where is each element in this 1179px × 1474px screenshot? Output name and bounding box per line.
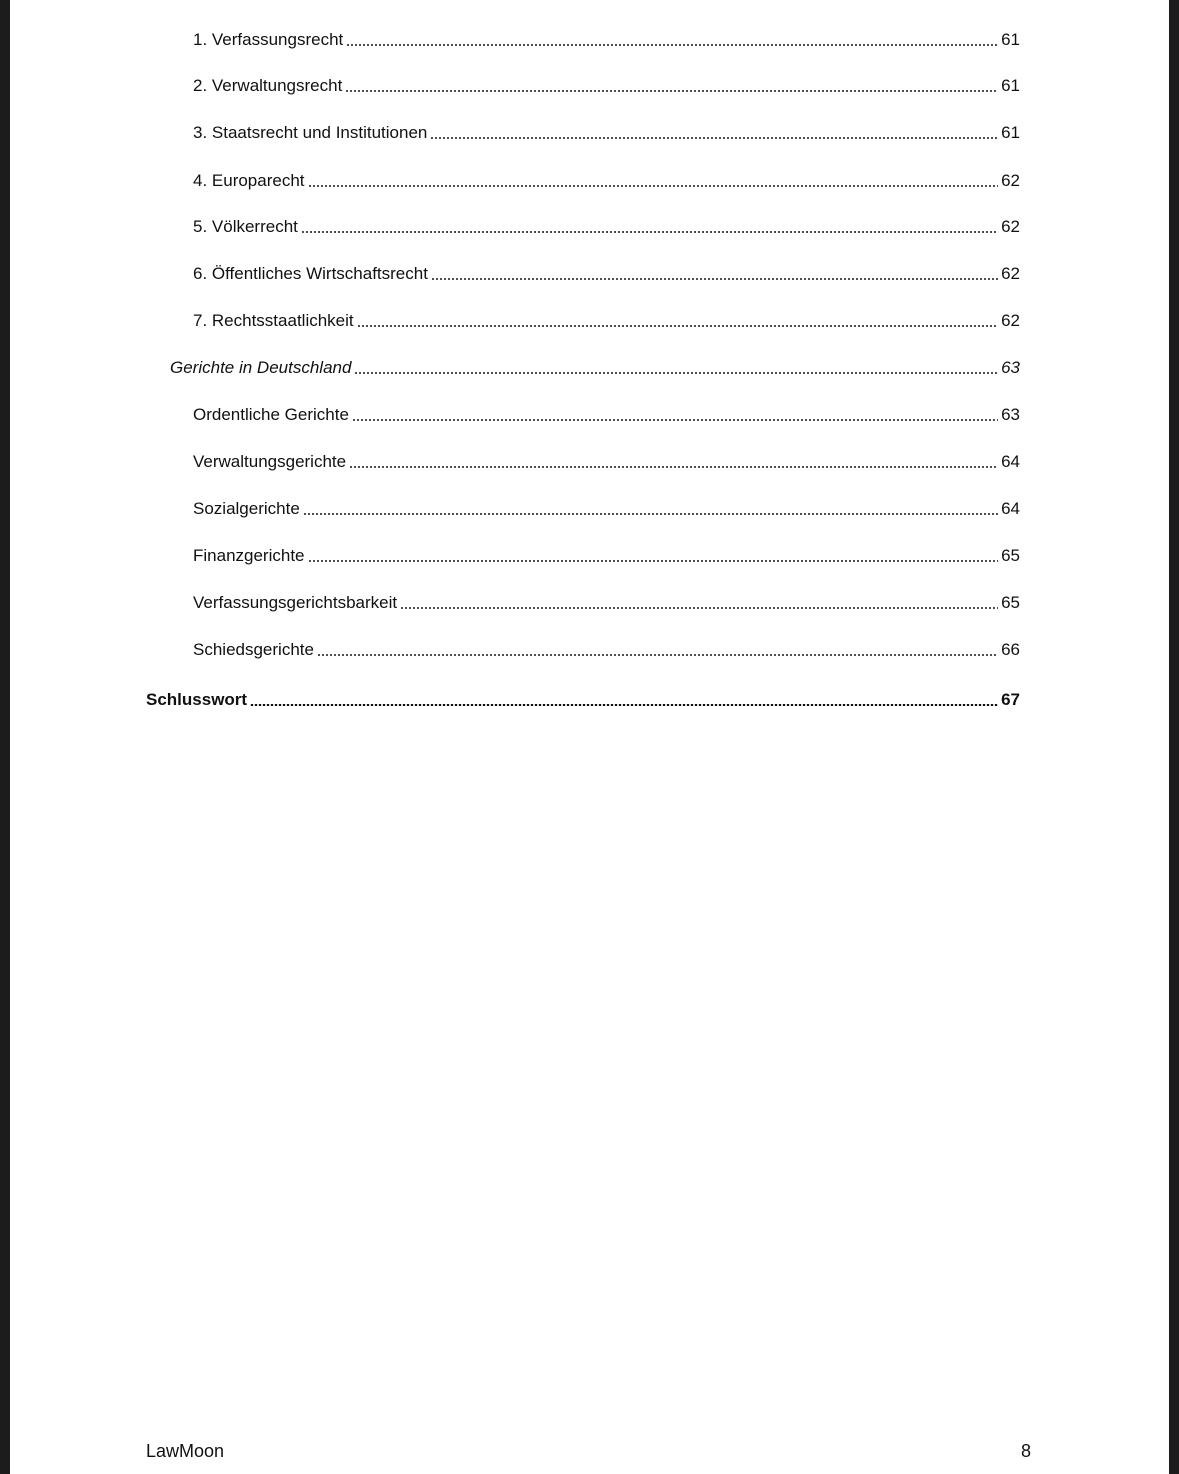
toc-entry-section[interactable] xyxy=(170,357,1020,379)
toc-entry-page: 65 xyxy=(1001,593,1020,612)
toc-entry[interactable] xyxy=(193,592,1020,614)
toc-dot-leader xyxy=(308,560,999,562)
toc-entry[interactable] xyxy=(193,75,1020,97)
toc-dot-leader xyxy=(352,419,998,421)
toc-entry[interactable] xyxy=(193,451,1020,473)
toc-dot-leader xyxy=(349,466,998,468)
toc-dot-leader xyxy=(431,278,998,280)
toc-entry[interactable] xyxy=(193,639,1020,661)
toc-dot-leader xyxy=(250,703,998,706)
toc-entry[interactable] xyxy=(193,498,1020,520)
toc-entry[interactable] xyxy=(193,29,1020,51)
toc-entry-page: 61 xyxy=(1001,76,1020,95)
toc-entry-page: 64 xyxy=(1001,499,1020,518)
toc-entry-label: Schlusswort xyxy=(146,690,248,709)
toc-entry-label: Verfassungsgerichtsbarkeit xyxy=(193,593,398,612)
toc-dot-leader xyxy=(354,372,998,374)
toc-entry-label: 3. Staatsrecht und Institutionen xyxy=(193,123,428,142)
toc-entry-page: 62 xyxy=(1001,311,1020,330)
toc-entry-page: 67 xyxy=(1001,690,1020,709)
toc-entry-page: 63 xyxy=(1001,405,1020,424)
toc-entry[interactable] xyxy=(193,545,1020,567)
toc-dot-leader xyxy=(303,513,998,515)
toc-entry-page: 64 xyxy=(1001,452,1020,471)
toc-entry-page: 62 xyxy=(1001,171,1020,190)
footer-page-number: 8 xyxy=(1020,1441,1031,1461)
toc-entry-label: 6. Öffentliches Wirtschaftsrecht xyxy=(193,264,428,283)
toc-entry[interactable] xyxy=(193,216,1020,238)
footer-author: LawMoon xyxy=(146,1441,225,1461)
toc-entry-label: Finanzgerichte xyxy=(193,546,305,565)
toc-dot-leader xyxy=(400,607,998,609)
toc-entry[interactable] xyxy=(193,404,1020,426)
toc-entry-label: 5. Völkerrecht xyxy=(193,217,298,236)
toc-entry-label: 1. Verfassungsrecht xyxy=(193,30,344,49)
toc-entry-label: Schiedsgerichte xyxy=(193,640,314,659)
toc-entry-label: Verwaltungsgerichte xyxy=(193,452,347,471)
toc-entry[interactable] xyxy=(193,170,1020,192)
toc-entry[interactable] xyxy=(193,310,1020,332)
toc-entry-label: 7. Rechtsstaatlichkeit xyxy=(193,311,354,330)
toc-dot-leader xyxy=(301,231,998,233)
toc-entry-page: 65 xyxy=(1001,546,1020,565)
toc-entry-label: Sozialgerichte xyxy=(193,499,300,518)
toc-dot-leader xyxy=(317,654,998,656)
toc-entry-page: 62 xyxy=(1001,217,1020,236)
toc-dot-leader xyxy=(430,137,998,139)
toc-entry-page: 61 xyxy=(1001,30,1020,49)
toc-entry-page: 66 xyxy=(1001,640,1020,659)
toc-entry-label: 2. Verwaltungsrecht xyxy=(193,76,343,95)
toc-entry[interactable] xyxy=(193,263,1020,285)
toc-dot-leader xyxy=(308,185,999,187)
toc-entry-page: 62 xyxy=(1001,264,1020,283)
toc-entry-page: 63 xyxy=(1001,358,1020,377)
toc-entry-page: 61 xyxy=(1001,123,1020,142)
toc-entry[interactable] xyxy=(193,122,1020,144)
toc-entry-chapter[interactable] xyxy=(146,689,1020,711)
toc-dot-leader xyxy=(357,325,998,327)
toc-entry-label: 4. Europarecht xyxy=(193,171,305,190)
toc-entry-label: Ordentliche Gerichte xyxy=(193,405,349,424)
toc-dot-leader xyxy=(345,90,998,92)
toc-dot-leader xyxy=(346,44,998,46)
toc-entry-label: Gerichte in Deutschland xyxy=(170,358,352,377)
document-page xyxy=(10,0,1169,1474)
